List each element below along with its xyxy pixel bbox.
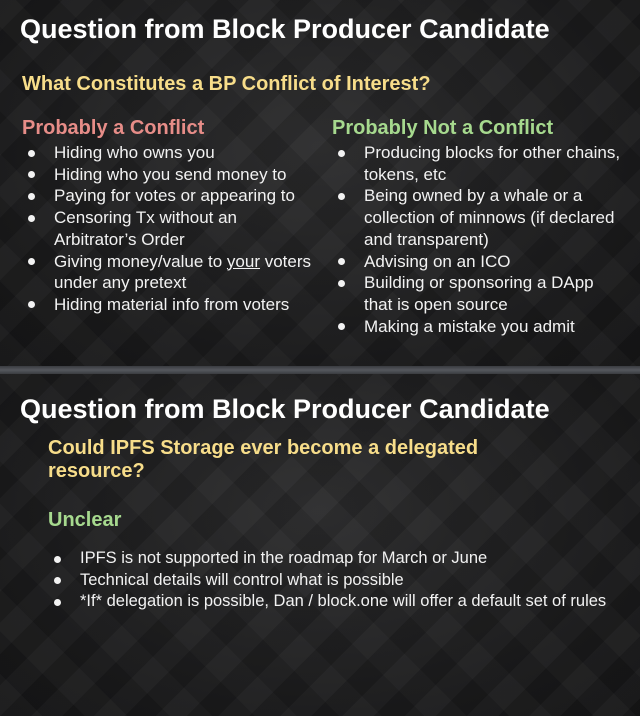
probably-not-conflict-heading: Probably Not a Conflict (332, 117, 554, 139)
list-item: IPFS is not supported in the roadmap for March or June (48, 548, 608, 570)
unclear-heading: Unclear (48, 509, 122, 531)
list-item: Paying for votes or appearing to (22, 185, 322, 207)
list-item: Being owned by a whale or a collection of minnows (if declared and transparent) (332, 185, 622, 250)
list-item: Hiding who owns you (22, 142, 322, 164)
list-item: Hiding who you send money to (22, 164, 322, 186)
list-item: Technical details will control what is possible (48, 570, 608, 592)
underlined-word: your (226, 251, 260, 271)
slide-subtitle: What Constitutes a BP Conflict of Interest? (22, 73, 431, 95)
slide-ipfs-storage (0, 374, 640, 716)
list-item: Censoring Tx without an Arbitrator’s Order (22, 207, 322, 250)
slide-subtitle: Could IPFS Storage ever become a delegated resource? (48, 437, 479, 482)
list-item: *If* delegation is possible, Dan / block.one will offer a default set of rules (48, 591, 608, 613)
list-item: Building or sponsoring a DApp that is open source (332, 272, 622, 315)
probably-conflict-list (22, 142, 322, 316)
unclear-list (48, 548, 608, 613)
item-text-before: Giving money/value to (54, 251, 227, 271)
list-item: Hiding material info from voters (22, 294, 322, 316)
list-item (22, 251, 322, 294)
item-text-after: voters under any pretext (54, 251, 312, 293)
probably-conflict-heading: Probably a Conflict (22, 117, 205, 139)
slide-title: Question from Block Producer Candidate (20, 14, 550, 44)
probably-not-conflict-list (332, 142, 622, 337)
list-item: Making a mistake you admit (332, 316, 622, 338)
list-item: Producing blocks for other chains, tokens, etc (332, 142, 622, 185)
slide-divider (0, 366, 640, 374)
slide-title: Question from Block Producer Candidate (20, 394, 550, 424)
list-item: Advising on an ICO (332, 251, 622, 273)
